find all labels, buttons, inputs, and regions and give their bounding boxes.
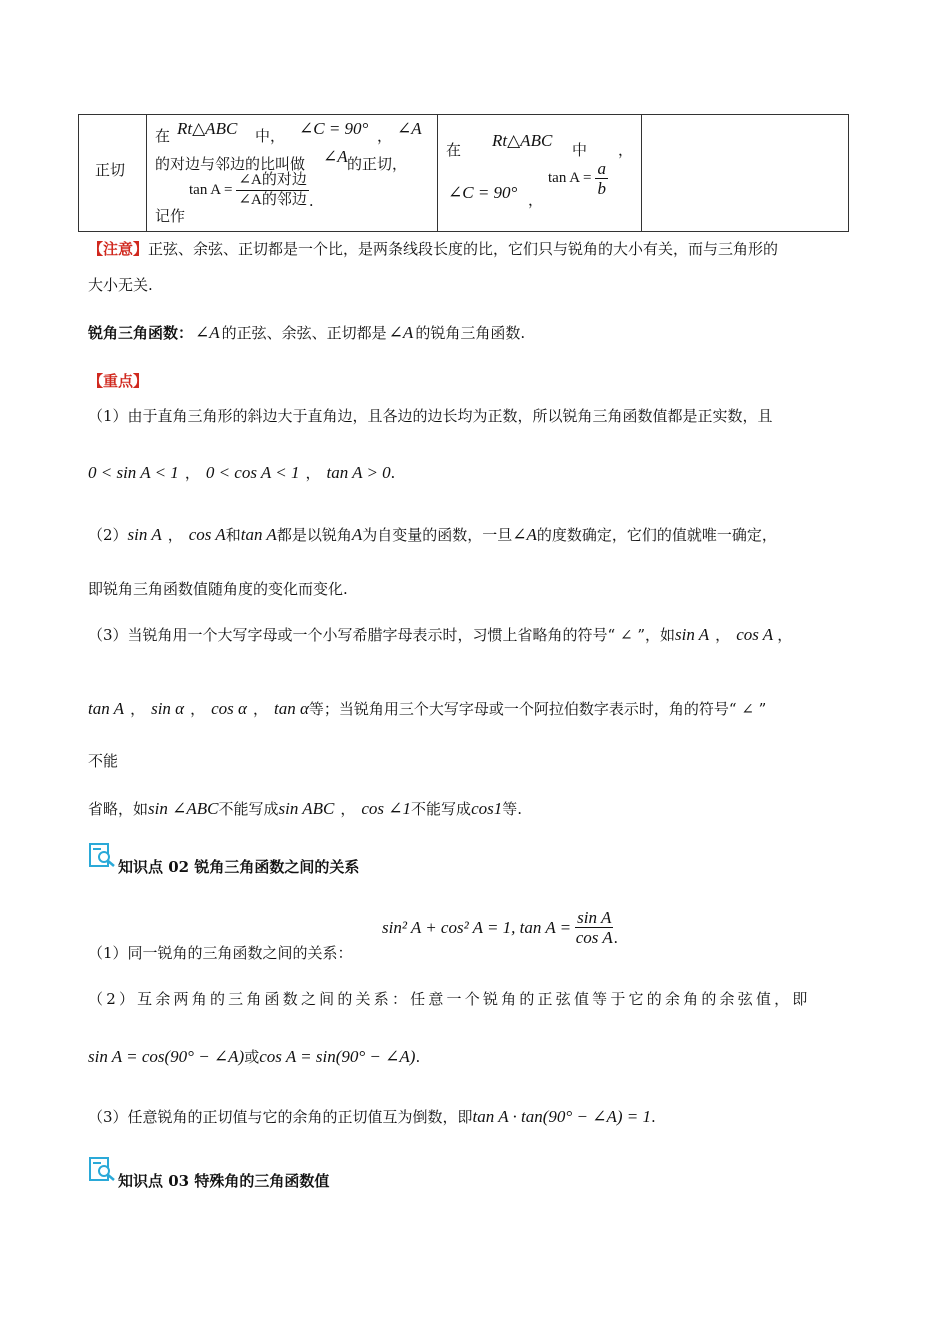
def-text: 记作 bbox=[155, 207, 186, 225]
note-line-2: 大小无关. bbox=[88, 276, 153, 294]
key-point-1-inequalities bbox=[88, 462, 395, 483]
period: . bbox=[613, 929, 619, 947]
p3-text: 等. bbox=[502, 800, 523, 818]
example-cell bbox=[438, 115, 642, 232]
key-point-3-line-1 bbox=[88, 624, 792, 645]
relation-1-formula bbox=[382, 908, 618, 947]
formula-end: . bbox=[308, 192, 314, 210]
p3-math: sin ∠ABC bbox=[148, 799, 219, 818]
p2-math: ∠A bbox=[512, 525, 537, 544]
formula-fraction bbox=[595, 159, 608, 198]
magnifier-document-icon bbox=[88, 842, 116, 868]
p3-sep: ， bbox=[340, 800, 356, 818]
def-math: ∠A bbox=[323, 147, 348, 166]
def-text: 的对边与邻边的比叫做 bbox=[155, 155, 306, 173]
definition-cell bbox=[147, 115, 438, 232]
table-row bbox=[79, 115, 849, 232]
p3-math: cos ∠1 bbox=[361, 799, 412, 818]
inequality-tan: tan A > 0 bbox=[326, 463, 391, 482]
relation-3 bbox=[88, 1106, 656, 1127]
relation-1-text: （1）同一锐角的三角函数之间的关系： bbox=[88, 944, 353, 962]
def-math: Rt△ABC bbox=[177, 119, 238, 138]
p2-math: A bbox=[351, 525, 363, 544]
tangent-definition-table bbox=[78, 114, 849, 232]
p3-sep: ， bbox=[777, 626, 793, 644]
p3-math: tan α bbox=[273, 699, 309, 718]
acute-def-text: 的锐角三角函数. bbox=[415, 324, 526, 342]
formula-lhs: tan A = bbox=[189, 182, 233, 198]
def-text: 在 bbox=[155, 127, 171, 145]
note-text: 正弦、余弦、正切都是一个比，是两条线段长度的比，它们只与锐角的大小有关，而与三角形的 bbox=[148, 240, 779, 258]
relation-1-fraction bbox=[575, 908, 613, 947]
fraction-numerator: sin A bbox=[577, 908, 612, 927]
term-label: 正切 bbox=[95, 161, 126, 179]
p2-math: sin A bbox=[127, 525, 162, 544]
p3-sep: ， bbox=[252, 700, 268, 718]
p3-math: tan A bbox=[88, 699, 125, 718]
ex-text: ， bbox=[618, 141, 634, 159]
p3-sep: ， bbox=[190, 700, 206, 718]
separator: ， bbox=[184, 466, 200, 482]
magnifier-document-icon bbox=[88, 1156, 116, 1182]
relation-3-text: （3）任意锐角的正切值与它的余角的正切值互为倒数，即 bbox=[88, 1108, 473, 1126]
tan-example-formula bbox=[548, 159, 608, 198]
p3-text: 不能写成 bbox=[218, 800, 279, 818]
relation-2-line-1: （2）互余两角的三角函数之间的关系：任意一个锐角的正弦值等于它的余角的余弦值，即 bbox=[88, 990, 811, 1008]
ex-math: Rt△ABC bbox=[492, 131, 553, 150]
p2-num: （2） bbox=[88, 526, 128, 544]
def-math: ∠C = 90° bbox=[299, 119, 369, 138]
ex-text: ， bbox=[528, 191, 544, 209]
p2-math: tan A bbox=[240, 525, 277, 544]
key-point-2-line-1 bbox=[88, 524, 777, 545]
formula-denominator: b bbox=[597, 179, 606, 198]
fraction-denominator: cos A bbox=[575, 928, 613, 947]
key-point-3-line-3: 不能 bbox=[88, 752, 119, 770]
p3-math: cos1 bbox=[471, 799, 503, 818]
formula-numerator: ∠A的对边 bbox=[236, 171, 308, 191]
formula-denominator: ∠A的邻边 bbox=[238, 192, 307, 208]
empty-cell bbox=[642, 115, 849, 232]
p3-math: sin α bbox=[151, 699, 185, 718]
acute-def-label: 锐角三角函数： bbox=[88, 324, 194, 342]
relation-1-math: sin² A + cos² A = 1, tan A = bbox=[382, 917, 572, 937]
p3-math: cos A bbox=[736, 625, 774, 644]
tan-definition-formula bbox=[189, 171, 314, 210]
separator: ， bbox=[305, 466, 321, 482]
inequality-sin: 0 < sin A < 1 bbox=[88, 463, 179, 482]
p2-text: 为自变量的函数，一旦 bbox=[362, 526, 513, 544]
key-label: 【重点】 bbox=[88, 372, 149, 390]
term-cell bbox=[79, 115, 147, 232]
p3-text: （3）当锐角用一个大写字母或一个小写希腊字母表示时，习惯上省略角的符号“ ∠ ”，如 bbox=[88, 626, 675, 644]
section-03-title: 知识点 03 特殊角的三角函数值 bbox=[118, 1172, 330, 1190]
formula-fraction bbox=[236, 171, 308, 210]
acute-def-math: ∠A bbox=[388, 323, 414, 342]
formula-lhs: tan A = bbox=[548, 170, 592, 186]
p2-text: 都是以锐角 bbox=[276, 526, 352, 544]
acute-def-text: 的正弦、余弦、正切都是 bbox=[221, 324, 387, 342]
acute-function-definition bbox=[88, 322, 525, 343]
p2-text: 和 bbox=[225, 526, 241, 544]
def-text: ， bbox=[377, 127, 393, 145]
p3-text: 不能写成 bbox=[411, 800, 472, 818]
p3-math: sin A bbox=[675, 625, 710, 644]
relation-3-math: tan A · tan(90° − ∠A) = 1 bbox=[472, 1107, 651, 1126]
p3-sep: ， bbox=[715, 626, 731, 644]
ex-text: 中 bbox=[572, 141, 588, 159]
key-point-2-line-2: 即锐角三角函数值随角度的变化而变化. bbox=[88, 580, 348, 598]
p3-text: 省略，如 bbox=[88, 800, 149, 818]
inequality-cos: 0 < cos A < 1 bbox=[205, 463, 300, 482]
section-02-title: 知识点 02 锐角三角函数之间的关系 bbox=[118, 858, 360, 876]
relation-2-text: 或 bbox=[244, 1048, 260, 1066]
def-text: 的正切， bbox=[347, 155, 408, 173]
note-label: 【注意】 bbox=[88, 240, 149, 258]
period: . bbox=[415, 1048, 421, 1066]
p3-math: cos α bbox=[211, 699, 247, 718]
p3-math: sin ABC bbox=[278, 799, 335, 818]
def-text: 中， bbox=[255, 127, 286, 145]
relation-2-math: cos A = sin(90° − ∠A) bbox=[259, 1047, 416, 1066]
period: . bbox=[650, 1108, 656, 1126]
p2-sep: ， bbox=[167, 526, 183, 544]
period: . bbox=[390, 463, 395, 482]
relation-2-math: sin A = cos(90° − ∠A) bbox=[88, 1047, 245, 1066]
p2-text: 的度数确定，它们的值就唯一确定， bbox=[536, 526, 777, 544]
acute-def-math: ∠A bbox=[195, 323, 220, 342]
key-point-3-line-4 bbox=[88, 798, 522, 819]
note-line-1 bbox=[88, 238, 778, 259]
ex-text: 在 bbox=[446, 141, 462, 159]
def-math: ∠A bbox=[397, 119, 422, 138]
formula-numerator: a bbox=[597, 159, 606, 178]
p2-math: cos A bbox=[188, 525, 226, 544]
ex-math: ∠C = 90° bbox=[448, 183, 518, 202]
key-point-3-line-2 bbox=[88, 698, 766, 719]
relation-2-line-2 bbox=[88, 1046, 420, 1067]
key-point-1-text: （1）由于直角三角形的斜边大于直角边，且各边的边长均为正数，所以锐角三角函数值都是正实数，且 bbox=[88, 407, 773, 425]
p3-text: 等；当锐角用三个大写字母或一个阿拉伯数字表示时，角的符号“ ∠ ” bbox=[308, 700, 767, 718]
p3-sep: ， bbox=[130, 700, 146, 718]
